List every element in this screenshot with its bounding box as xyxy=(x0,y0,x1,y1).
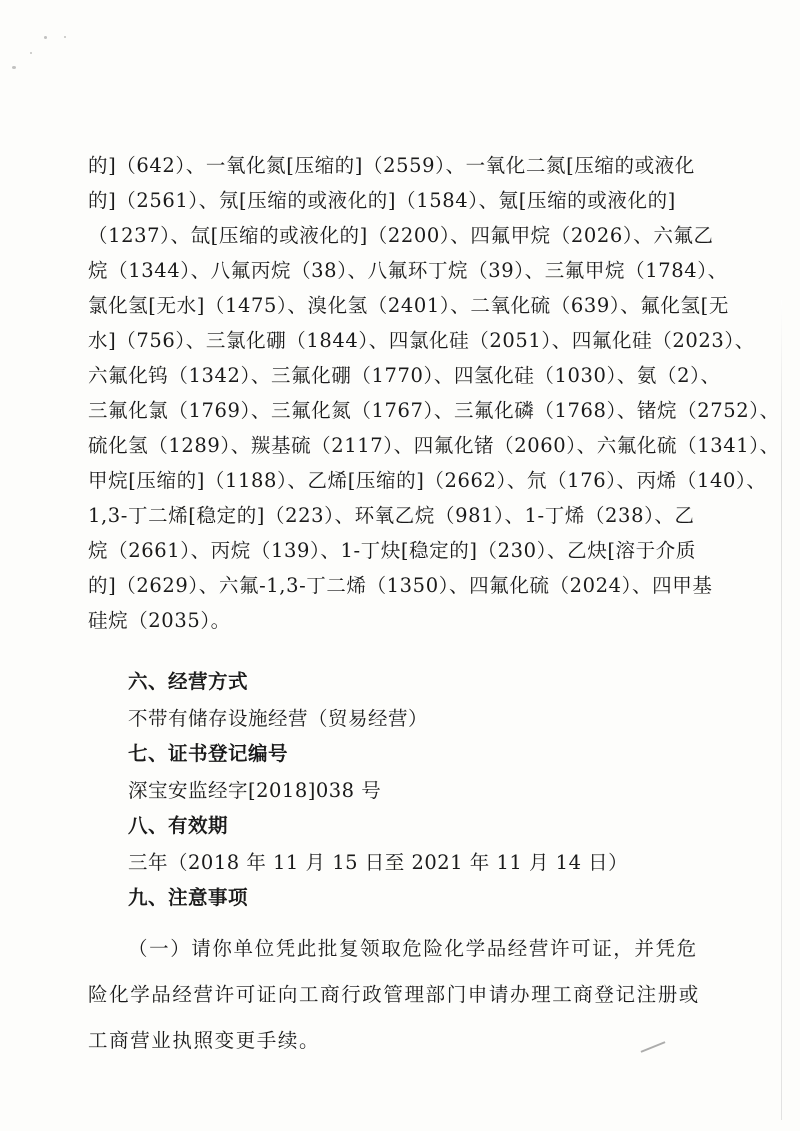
section-business-mode xyxy=(88,664,728,738)
section-heading: 九、注意事项 xyxy=(128,886,249,909)
text-line: 烷（2661）、丙烷（139）、1-丁炔[稳定的]（230）、乙炔[溶于介质 xyxy=(88,539,696,562)
section-notes xyxy=(88,880,728,1060)
text-line: 的]（2629）、六氟-1,3-丁二烯（1350）、四氟化硫（2024）、四甲基 xyxy=(88,574,713,597)
scan-speck xyxy=(12,66,16,69)
section-content: 深宝安监经字[2018]038 号 xyxy=(128,779,382,802)
section-validity xyxy=(88,808,728,882)
text-line: 的]（642）、一氧化氮[压缩的]（2559）、一氧化二氮[压缩的或液化 xyxy=(88,154,695,177)
section-content: 不带有储存设施经营（贸易经营） xyxy=(128,707,429,730)
text-line: 六氟化钨（1342）、三氟化硼（1770）、四氢化硅（1030）、氨（2）、 xyxy=(88,364,721,387)
section-content: 三年（2018 年 11 月 15 日至 2021 年 11 月 14 日） xyxy=(128,851,629,874)
scan-speck xyxy=(64,36,66,38)
text-line: 1,3-丁二烯[稳定的]（223）、环氧乙烷（981）、1-丁烯（238）、乙 xyxy=(88,504,695,527)
scan-edge-shadow xyxy=(781,300,782,1120)
text-line: 烷（1344）、八氟丙烷（38）、八氟环丁烷（39）、三氟甲烷（1784）、 xyxy=(88,259,728,282)
section-certificate-number xyxy=(88,736,728,810)
text-line: 的]（2561）、氖[压缩的或液化的]（1584）、氪[压缩的或液化的] xyxy=(88,189,676,212)
text-line: 甲烷[压缩的]（1188）、乙烯[压缩的]（2662）、氘（176）、丙烯（140）、 xyxy=(88,469,767,492)
section-heading: 八、有效期 xyxy=(128,814,229,837)
notice-line: 工商营业执照变更手续。 xyxy=(88,1029,321,1052)
section-heading: 七、证书登记编号 xyxy=(128,742,289,765)
notice-line: 险化学品经营许可证向工商行政管理部门申请办理工商登记注册或 xyxy=(88,983,700,1006)
text-line: 硫化氢（1289）、羰基硫（2117）、四氟化锗（2060）、六氟化硫（1341）、 xyxy=(88,434,780,457)
text-line: 水]（756）、三氯化硼（1844）、四氯化硅（2051）、四氟化硅（2023）、 xyxy=(88,329,755,352)
substance-list xyxy=(88,148,780,638)
text-line: 三氟化氯（1769）、三氟化氮（1767）、三氟化磷（1768）、锗烷（2752）、 xyxy=(88,399,780,422)
scan-speck xyxy=(30,52,32,54)
text-line: 硅烷（2035）。 xyxy=(88,609,231,632)
text-line: （1237）、氙[压缩的或液化的]（2200）、四氟甲烷（2026）、六氟乙 xyxy=(88,224,714,247)
scan-speck xyxy=(44,36,47,39)
section-heading: 六、经营方式 xyxy=(128,670,249,693)
notice-line: （一）请你单位凭此批复领取危险化学品经营许可证，并凭危 xyxy=(128,937,698,960)
text-line: 氯化氢[无水]（1475）、溴化氢（2401）、二氧化硫（639）、氟化氢[无 xyxy=(88,294,729,317)
